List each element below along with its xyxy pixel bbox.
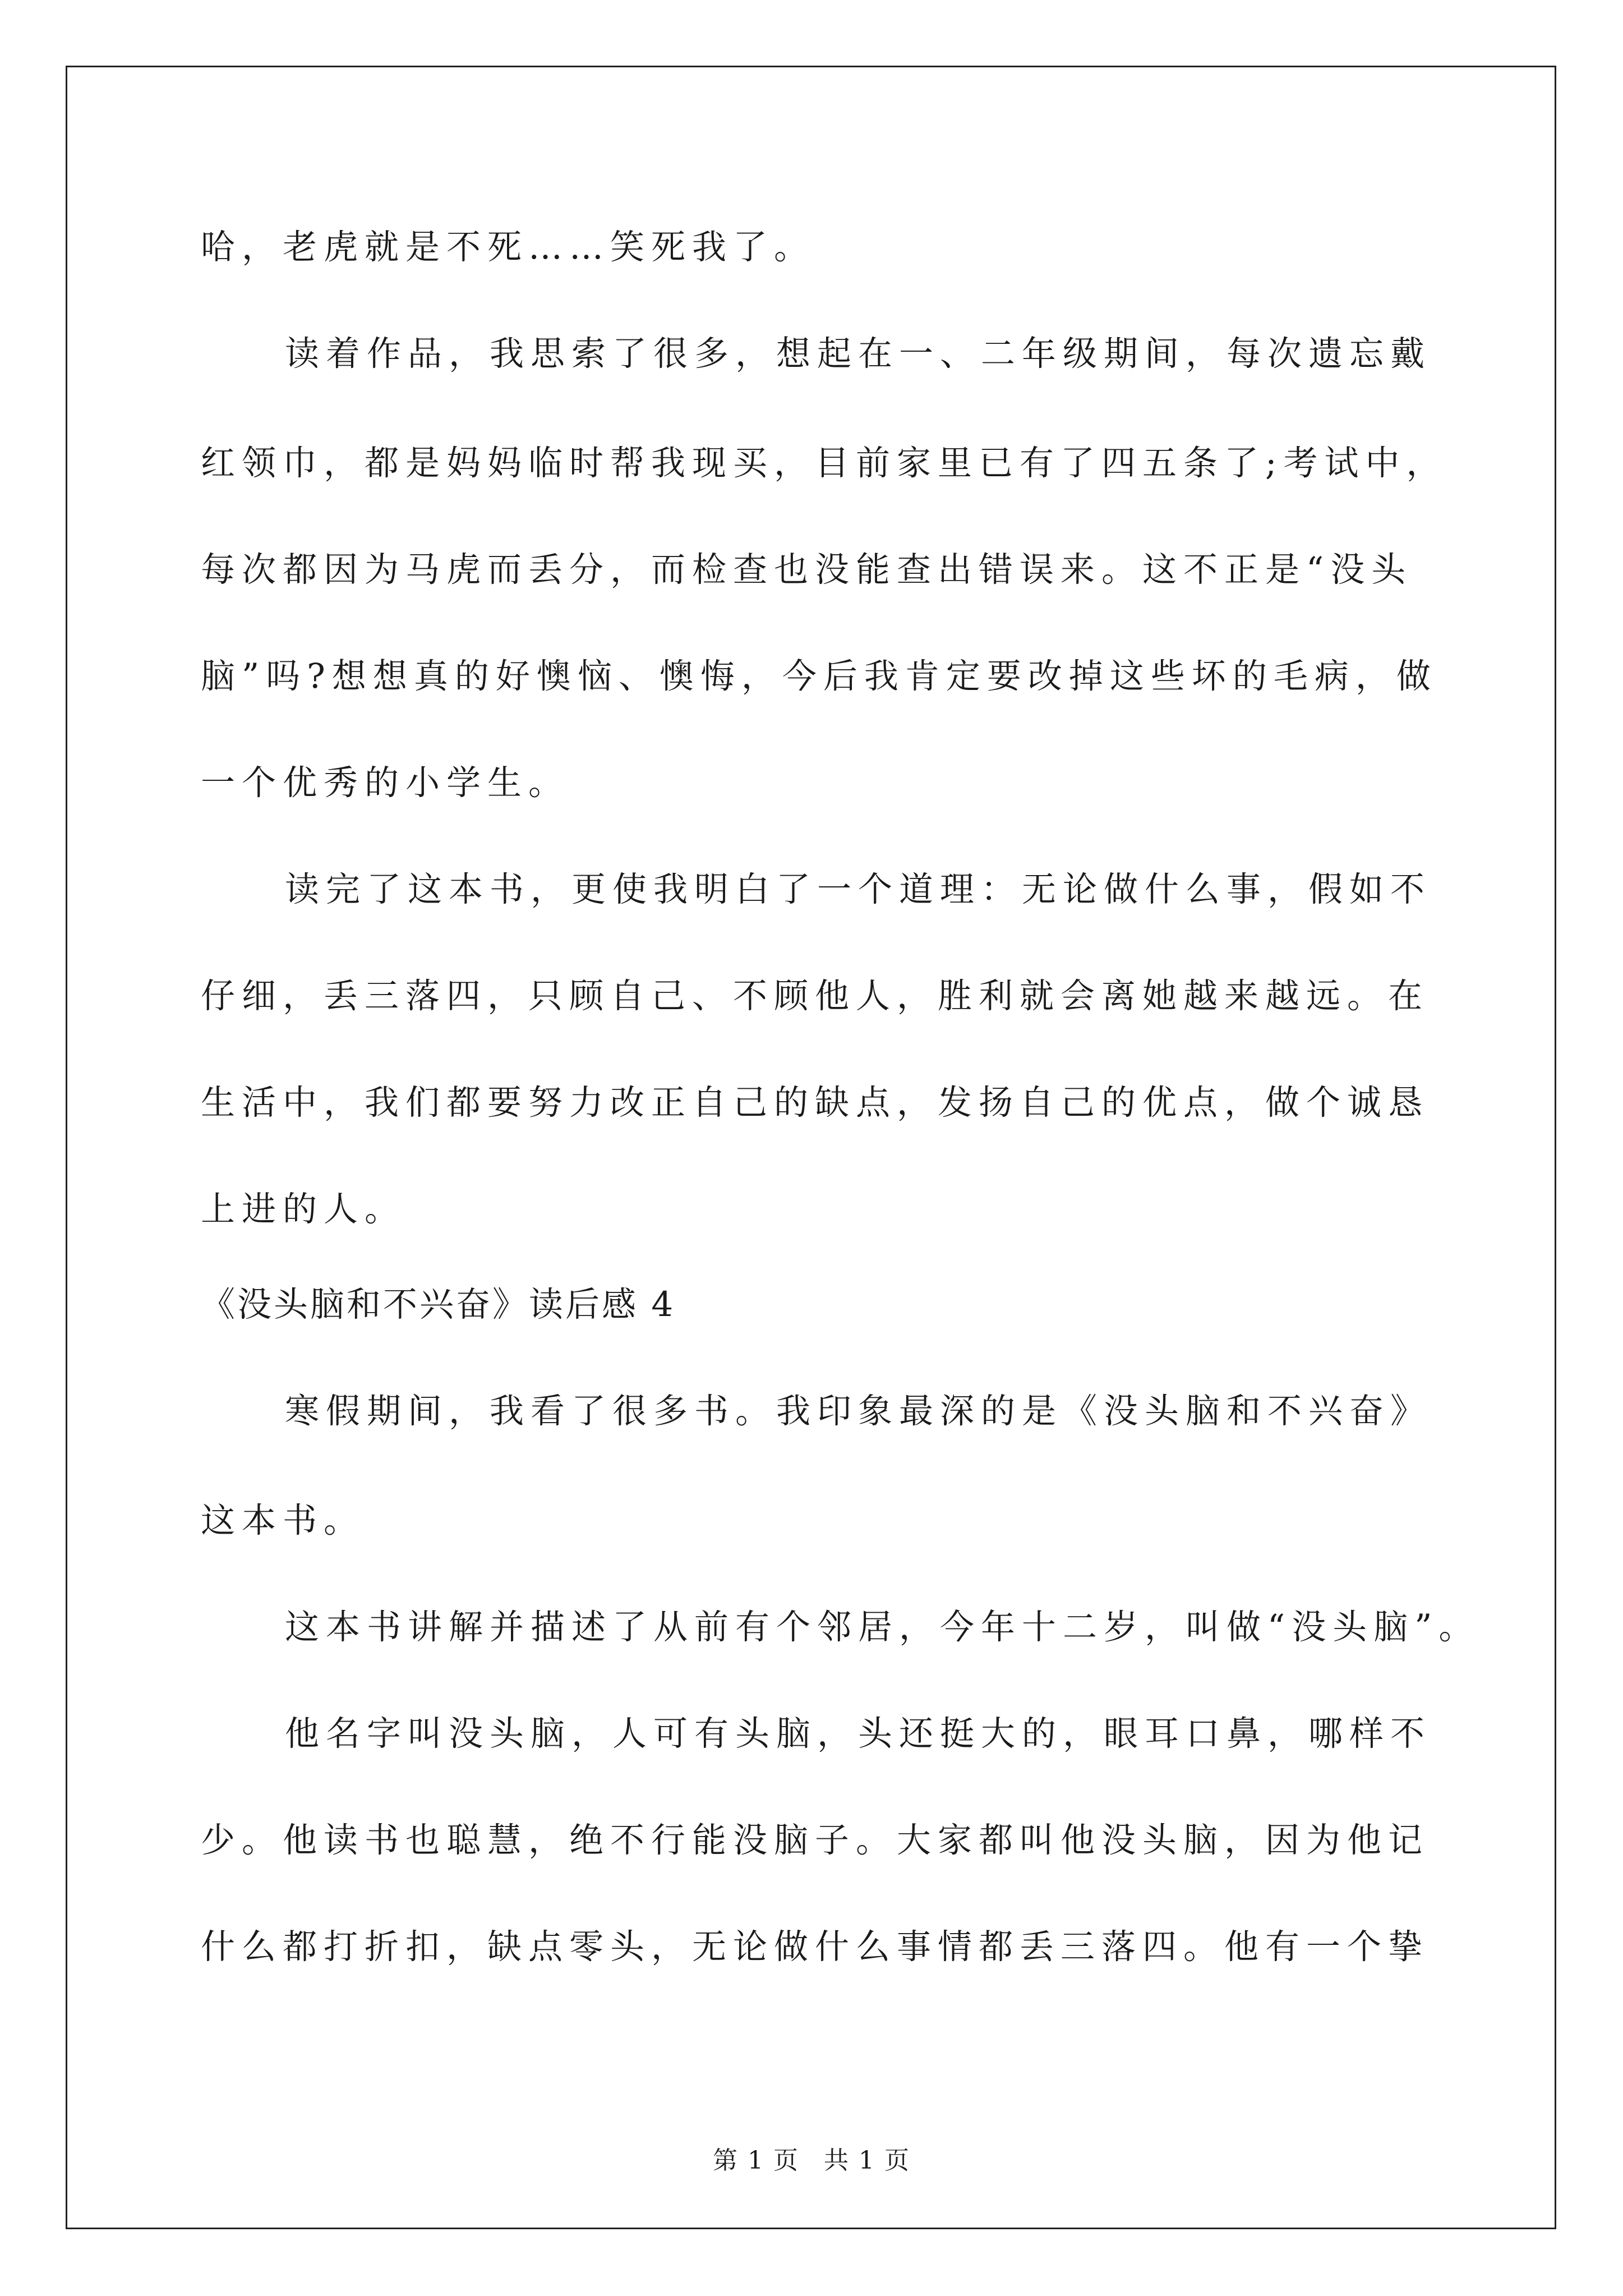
text-line: 这本书。 [201,1501,365,1540]
text-line: 仔细，丢三落四，只顾自己、不顾他人，胜利就会离她越来越远。在 [201,976,1430,1016]
text-line: 少。他读书也聪慧，绝不行能没脑子。大家都叫他没头脑，因为他记 [201,1820,1430,1860]
text-line: 读完了这本书，更使我明白了一个道理：无论做什么事，假如不 [285,869,1432,909]
section-heading: 《没头脑和不兴奋》读后感 4 [201,1285,676,1324]
page-total: 共 1 页 [824,2146,910,2175]
text-line: 哈，老虎就是不死……笑死我了。 [201,227,815,267]
text-line: 生活中，我们都要努力改正自己的缺点，发扬自己的优点，做个诚恳 [201,1083,1430,1122]
text-line: 寒假期间，我看了很多书。我印象最深的是《没头脑和不兴奋》 [285,1391,1432,1431]
text-line: 什么都打折扣，缺点零头，无论做什么事情都丢三落四。他有一个挚 [201,1927,1430,1967]
text-line: 每次都因为马虎而丢分，而检查也没能查出错误来。这不正是“没头 [201,550,1413,590]
text-line: 读着作品，我思索了很多，想起在一、二年级期间，每次遗忘戴 [285,334,1432,374]
text-line: 这本书讲解并描述了从前有个邻居，今年十二岁，叫做“没头脑”。 [285,1607,1480,1647]
text-line: 一个优秀的小学生。 [201,763,570,803]
text-line: 脑”吗?想想真的好懊恼、懊悔，今后我肯定要改掉这些坏的毛病，做 [201,656,1437,696]
page-number: 第 1 页 [713,2146,799,2175]
text-line: 他名字叫没头脑，人可有头脑，头还挺大的，眼耳口鼻，哪样不 [285,1714,1432,1754]
text-line: 红领巾，都是妈妈临时帮我现买，目前家里已有了四五条了;考试中， [201,443,1447,483]
text-line: 上进的人。 [201,1189,406,1229]
page-border [66,66,1556,2229]
page-footer [0,2140,1623,2176]
